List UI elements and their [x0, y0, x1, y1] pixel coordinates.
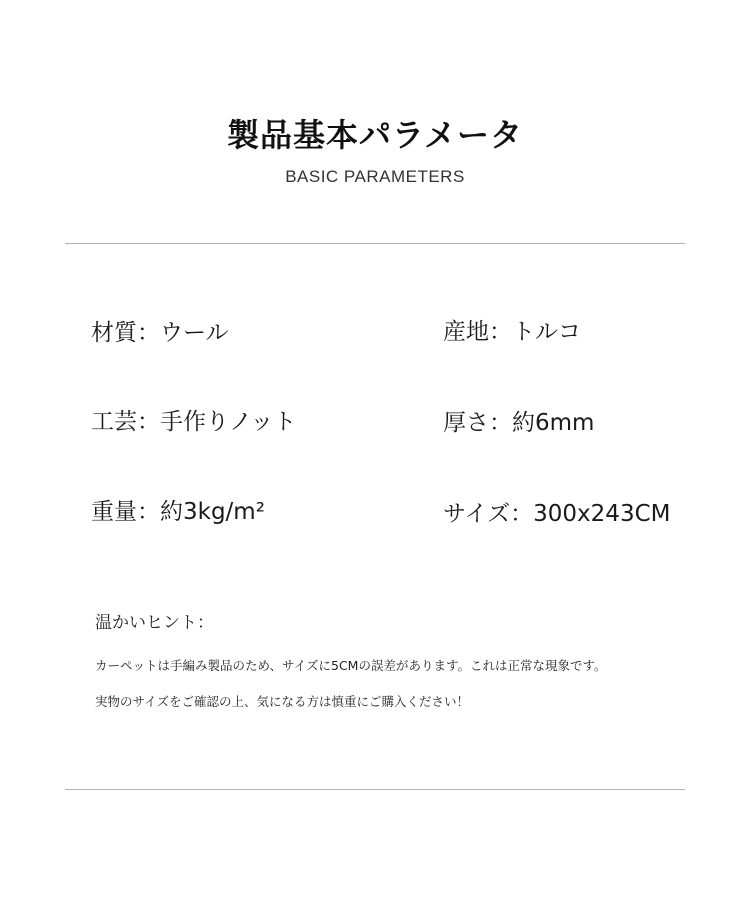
param-size: サイズ：300x243CM [443, 501, 671, 527]
bottom-divider [65, 789, 685, 790]
param-material: 材質：ウール [91, 320, 229, 346]
page-title: 製品基本パラメータ [226, 116, 524, 154]
param-weight: 重量：約3kg/m² [91, 499, 265, 525]
page-subtitle: BASIC PARAMETERS [285, 167, 465, 186]
top-divider [65, 243, 685, 244]
tips-heading: 温かいヒント： [95, 613, 214, 633]
param-craft: 工芸：手作りノット [91, 409, 297, 435]
param-origin: 産地：トルコ [443, 319, 581, 345]
param-thickness: 厚さ：約6mm [443, 410, 595, 436]
tips-line-2: 実物のサイズをご確認の上、気になる方は慎重にご購入ください！ [95, 694, 470, 709]
tips-line-1: カーペットは手編み製品のため、サイズに5CMの誤差があります。これは正常な現象です。 [95, 658, 607, 673]
